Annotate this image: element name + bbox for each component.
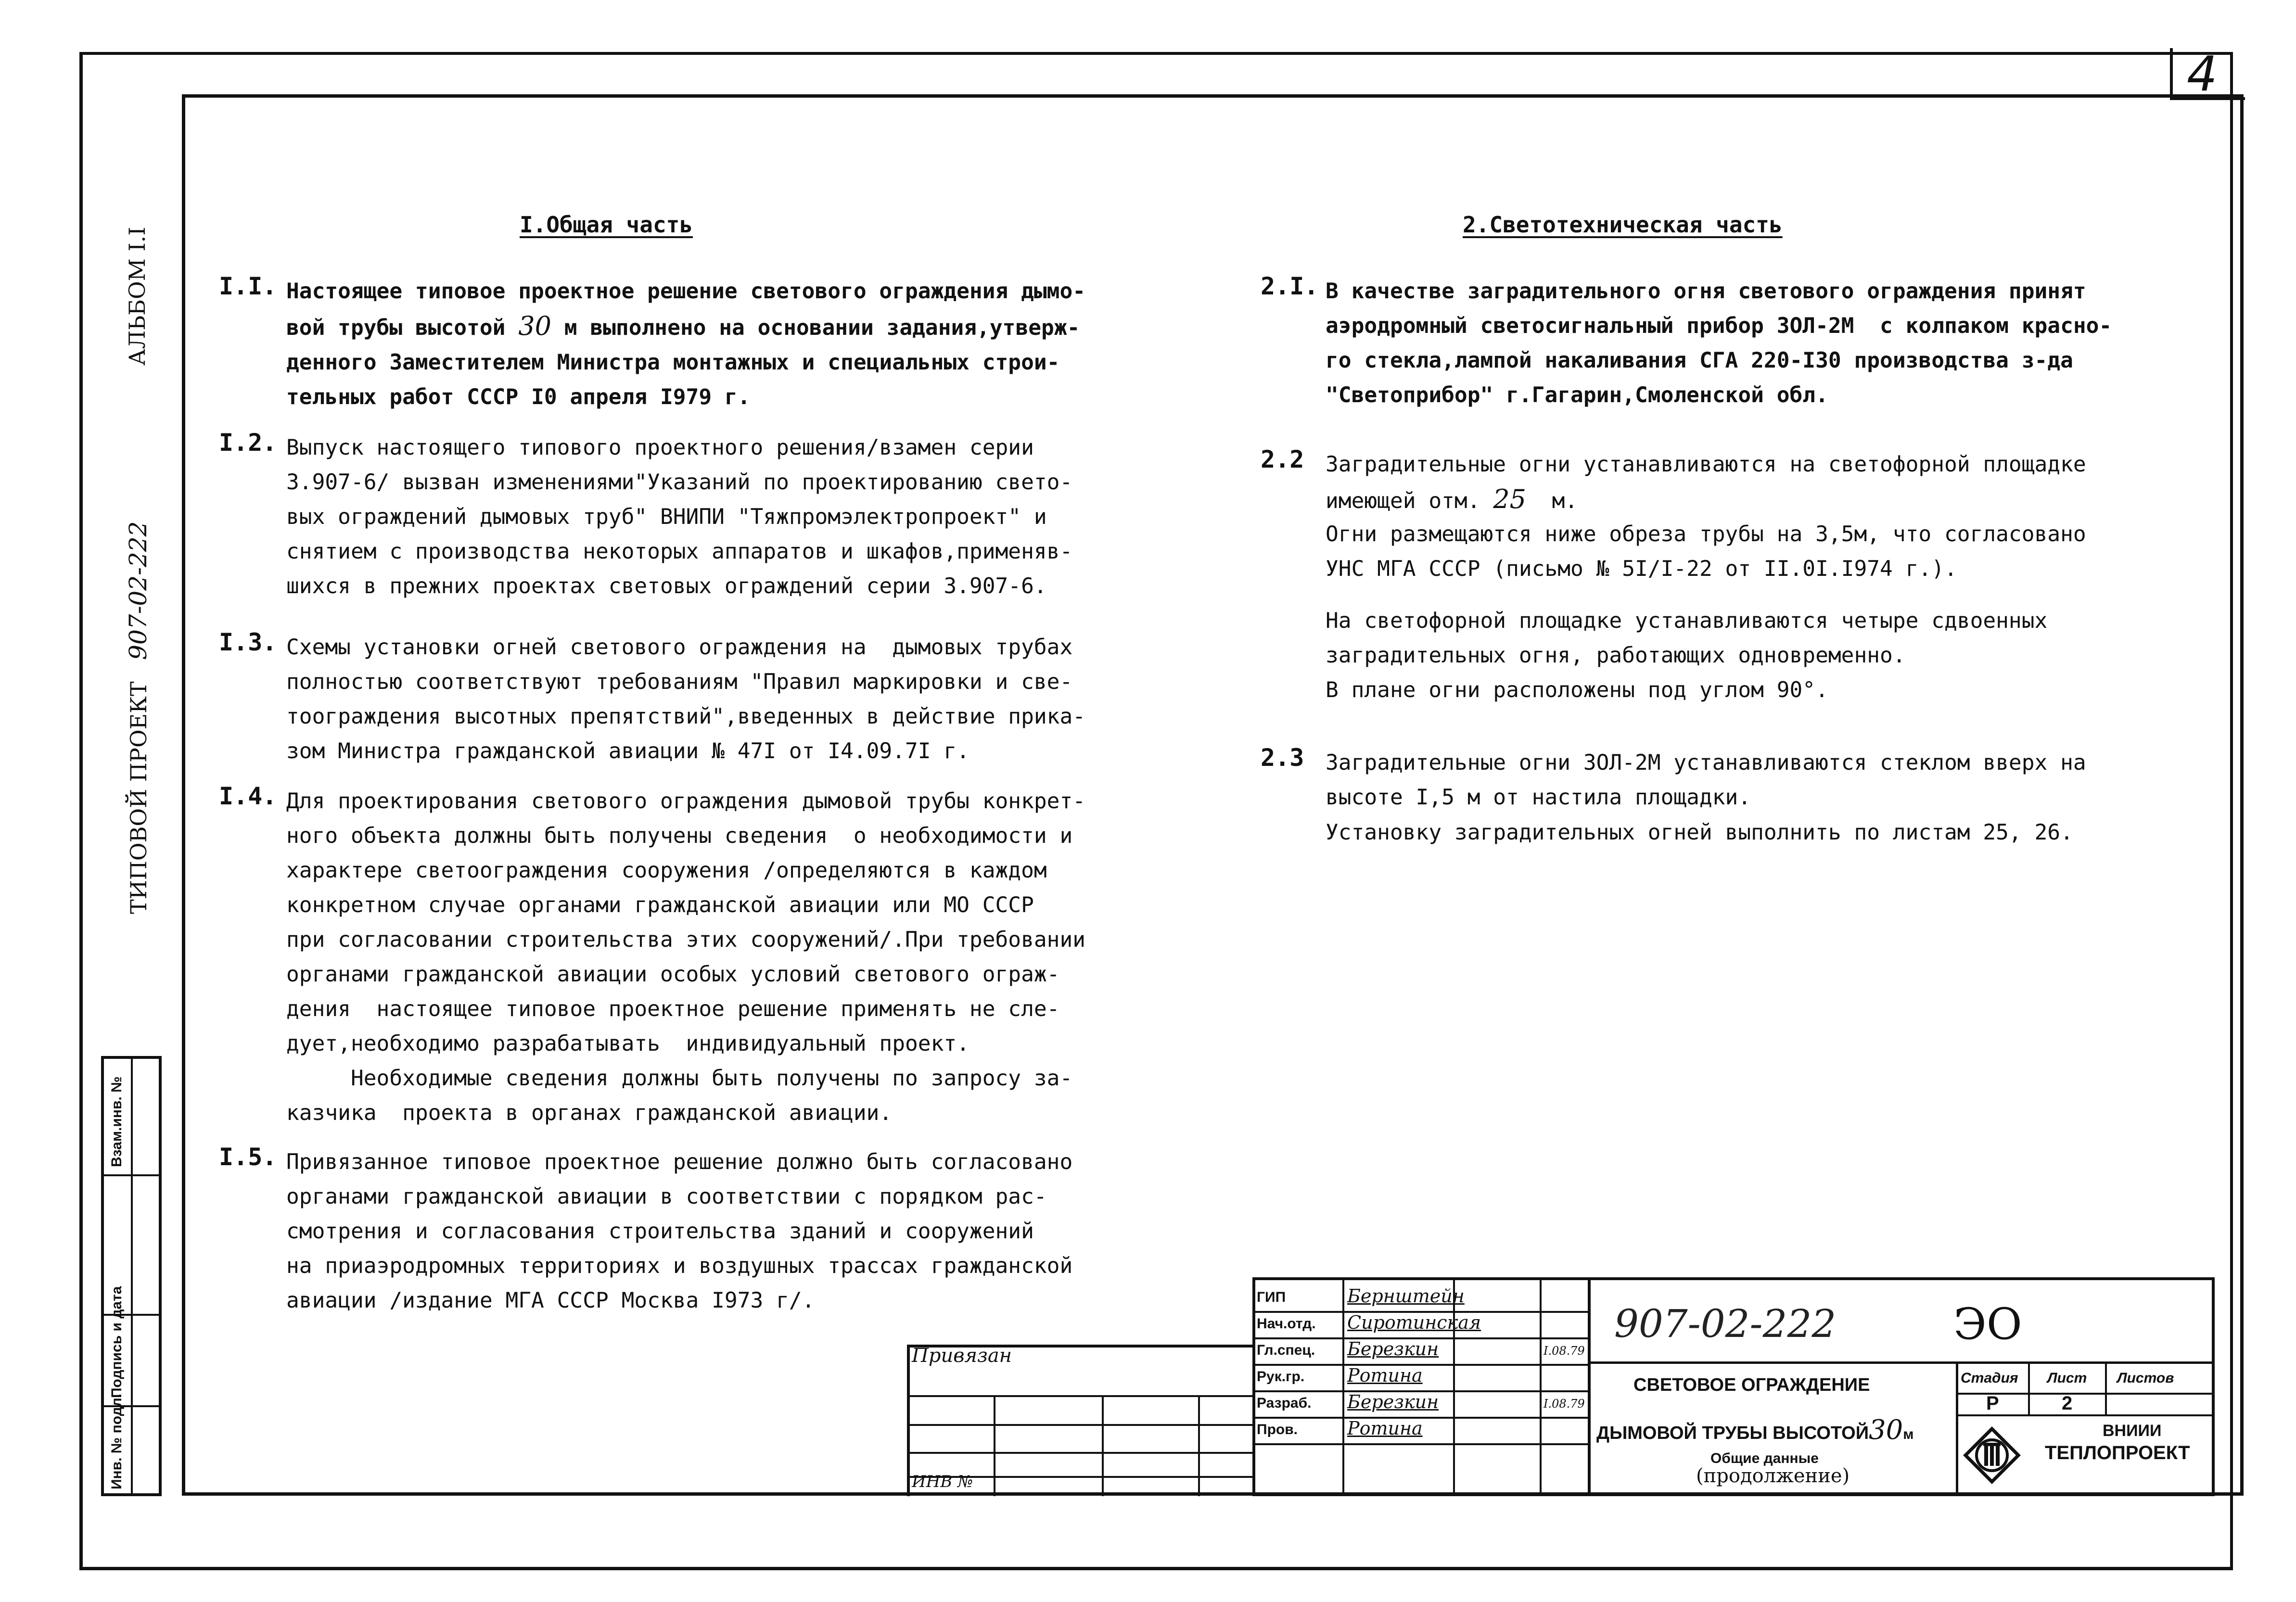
section1-line: органами гражданской авиации особых условий светового ограж- (286, 962, 1060, 987)
section2-paragraph (1326, 517, 2086, 586)
tb-line (1588, 1277, 1591, 1496)
section1-line: характере светоограждения сооружения /определяются в каждом (286, 858, 1047, 883)
section2-item-number: 2.I. (1261, 272, 1319, 300)
tb-role: Нач.отд. (1257, 1316, 1316, 1332)
tb-sheet: 2 (2062, 1393, 2073, 1414)
section1-line: зом Министра гражданской авиации № 47I от I4.09.7I г. (286, 739, 969, 763)
tb-mark: ЭО (1953, 1299, 2022, 1349)
section1-line: Выпуск настоящего типового проектного решения/взамен серии (286, 435, 1034, 460)
side-stamp-divider (131, 1059, 133, 1493)
section2-line: "Светоприбор" г.Гагарин,Смоленской обл. (1326, 383, 1828, 407)
page-number: 4 (2187, 46, 2218, 102)
tb-title-text: ДЫМОВОЙ ТРУБЫ ВЫСОТОЙ (1596, 1423, 1869, 1443)
section1-line: Для проектирования светового ограждения дымовой трубы конкрет- (286, 789, 1086, 814)
tb-code: 907-02-222 (1614, 1301, 1837, 1346)
tb-org-line1: ВНИИИ (2103, 1422, 2162, 1440)
section2-line: Установку заградительных огней выполнить по листам 25, 26. (1326, 820, 2073, 845)
tb-role: Гл.спец. (1257, 1342, 1315, 1358)
section1-line: казчика проекта в органах гражданской авиации. (286, 1101, 893, 1125)
tb-role: Рук.гр. (1257, 1369, 1305, 1385)
section1-line: снятием с производства некоторых аппаратов и шкафов,применяв- (286, 539, 1073, 564)
project-label (124, 521, 152, 914)
section2-paragraph (1326, 746, 2086, 815)
section1-paragraph (286, 630, 1085, 769)
tb-line (1453, 1277, 1455, 1496)
tb-line (1956, 1361, 1958, 1496)
section2-line: аэродромный светосигнальный прибор ЗОЛ-2М с колпаком красно- (1326, 314, 2112, 338)
section1-line: дения настоящее типовое проектное решение применять не сле- (286, 997, 1060, 1021)
section1-line: Привязанное типовое проектное решение должно быть согласовано (286, 1150, 1073, 1174)
tb-role: ГИП (1257, 1289, 1286, 1305)
section2-item-number: 2.3 (1261, 744, 1304, 772)
section1-line: шихся в прежних проектах световых ограждений серии 3.907-6. (286, 574, 1047, 598)
section2-line: высоте I,5 м от настила площадки. (1326, 785, 1751, 810)
section2-line: На светофорной площадке устанавливаются четыре сдвоенных (1326, 609, 2048, 633)
tb-line (1540, 1277, 1542, 1496)
section1-item-number: I.2. (219, 429, 277, 457)
section1-line: вой трубы высотой 30 м выполнено на основании задания,утверж- (286, 311, 1080, 341)
side-stamp-replacement-label: Взам.инв. № (109, 1076, 125, 1167)
tb-name: Березкин (1347, 1391, 1439, 1412)
side-stamp-inv-label: Инв. № подл. (109, 1393, 125, 1489)
tb-line (1588, 1361, 2215, 1364)
section1-line: дует,необходимо разрабатывать индивидуальный проект. (286, 1031, 969, 1056)
binding-line (907, 1395, 1253, 1397)
section2-line: В качестве заградительного огня светового ограждения принят (1326, 279, 2086, 304)
side-stamp (101, 1056, 162, 1496)
tb-title-line1: СВЕТОВОЕ ОГРАЖДЕНИЕ (1633, 1375, 1870, 1395)
tb-height-value: 30 (1869, 1414, 1903, 1446)
section1-line: на приаэродромных территориях и воздушных трассах гражданской (286, 1254, 1073, 1278)
binding-label: Привязан (912, 1345, 1012, 1367)
tb-subtitle-cont: (продолжение) (1696, 1465, 1850, 1487)
org-logo-icon (1963, 1426, 2021, 1484)
section1-line: ного объекта должны быть получены сведения о необходимости и (286, 824, 1073, 848)
section2-paragraph (1326, 604, 2047, 708)
tb-line (1342, 1277, 1344, 1496)
section1-item-number: I.5. (219, 1143, 277, 1171)
handwritten-value: 30 (518, 311, 551, 341)
section2-paragraph (1326, 815, 2073, 850)
section1-line: авиации /издание МГА СССР Москва I973 г/. (286, 1288, 815, 1313)
side-stamp-row-line (104, 1174, 159, 1176)
section2-line: Заградительные огни ЗОЛ-2М устанавливаются стеклом вверх на (1326, 750, 2086, 775)
tb-org-line2: ТЕПЛОПРОЕКТ (2045, 1442, 2190, 1463)
section1-item-number: I.4. (219, 782, 277, 810)
section1-title: I.Общая часть (520, 212, 693, 238)
tb-height-unit: м (1903, 1426, 1914, 1442)
section1-line: денного Заместителем Министра монтажных и специальных строи- (286, 350, 1060, 375)
tb-line (2028, 1361, 2030, 1415)
section1-item-number: I.I. (219, 272, 277, 300)
tb-name: Березкин (1347, 1338, 1439, 1360)
section2-paragraph (1326, 447, 2086, 519)
binding-line (907, 1424, 1253, 1426)
section1-line: полностью соответствуют требованиям "Правил маркировки и све- (286, 670, 1073, 694)
project-code: 907-02-222 (124, 521, 152, 660)
tb-sheets-header: Листов (2117, 1370, 2174, 1386)
binding-inv-label: ИНВ № (912, 1472, 973, 1491)
section1-paragraph (286, 1145, 1072, 1318)
album-label: АЛЬБОМ I.I (124, 227, 150, 366)
section2-paragraph (1326, 274, 2112, 413)
binding-line (907, 1452, 1253, 1454)
section1-line: конкретном случае органами гражданской авиации или МО СССР (286, 893, 1034, 917)
tb-role: Разраб. (1257, 1395, 1312, 1411)
side-stamp-signature-label: Подпись и дата (109, 1286, 125, 1398)
tb-subtitle: Общие данные (1710, 1450, 1819, 1466)
section2-line: Заградительные огни устанавливаются на светофорной площадке (1326, 452, 2086, 477)
section1-line: вых ограждений дымовых труб" ВНИПИ "Тяжпромэлектропроект" и (286, 505, 1047, 529)
binding-line (1198, 1395, 1200, 1496)
project-prefix: ТИПОВОЙ ПРОЕКТ (126, 681, 152, 914)
section2-line: заградительных огня, работающих одновременно. (1326, 643, 1906, 668)
binding-line (994, 1395, 995, 1496)
section2-line: го стекла,лампой накаливания СГА 220-I30 производства з-да (1326, 348, 2073, 373)
tb-name: Сиротинская (1347, 1312, 1481, 1333)
tb-title-line2 (1596, 1414, 1913, 1446)
section2-line: УНС МГА СССР (письмо № 5I/I-22 от II.0I.I974 г.). (1326, 557, 1957, 581)
tb-sheet-header: Лист (2047, 1370, 2087, 1386)
tb-line (1956, 1414, 2215, 1416)
handwritten-value: 25 (1493, 484, 1527, 514)
section1-line: при согласовании строительства этих сооружений/.При требовании (286, 928, 1086, 952)
section1-line: смотрения и согласования строительства зданий и сооружений (286, 1219, 1034, 1244)
section2-line: Огни размещаются ниже обреза трубы на 3,5м, что согласовано (1326, 522, 2086, 547)
section1-line: Схемы установки огней светового ограждения на дымовых трубах (286, 635, 1073, 660)
section2-title: 2.Светотехническая часть (1463, 212, 1783, 238)
binding-line (1102, 1395, 1104, 1496)
tb-date: I.08.79 (1543, 1397, 1585, 1411)
section1-line: тоограждения высотных препятствий",введенных в действие прика- (286, 704, 1086, 729)
tb-name: Ротина (1347, 1418, 1423, 1439)
section1-paragraph (286, 431, 1072, 604)
section1-paragraph (286, 274, 1085, 415)
section1-paragraph (286, 784, 1085, 1131)
tb-name: Ротина (1347, 1365, 1423, 1386)
section1-line: 3.907-6/ вызван изменениями"Указаний по проектированию свето- (286, 470, 1073, 495)
section1-line: тельных работ СССР I0 апреля I979 г. (286, 385, 751, 409)
tb-stage: Р (1986, 1393, 1999, 1414)
section2-line: В плане огни расположены под углом 90°. (1326, 678, 1828, 702)
tb-row-line (1252, 1443, 1589, 1445)
section1-line: Необходимые сведения должны быть получены по запросу за- (286, 1066, 1073, 1091)
tb-name: Бернштейн (1347, 1285, 1465, 1307)
tb-stage-header: Стадия (1961, 1370, 2018, 1386)
tb-line (2105, 1361, 2107, 1415)
section2-line: имеющей отм. 25 м. (1326, 484, 1578, 514)
section1-line: Настоящее типовое проектное решение светового ограждения дымо- (286, 279, 1086, 304)
section2-item-number: 2.2 (1261, 445, 1304, 473)
section1-item-number: I.3. (219, 628, 277, 656)
tb-date: I.08.79 (1543, 1344, 1585, 1358)
tb-role: Пров. (1257, 1422, 1298, 1437)
section1-line: органами гражданской авиации в соответствии с порядком рас- (286, 1184, 1047, 1209)
